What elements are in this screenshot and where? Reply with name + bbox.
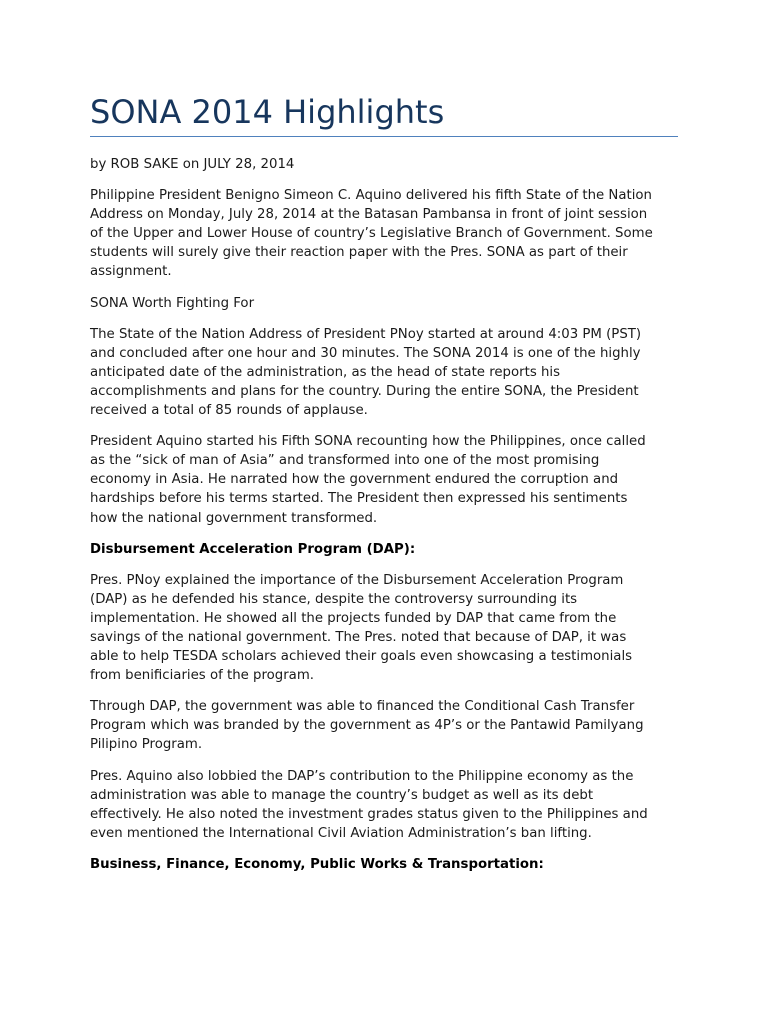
text-line: hardships before his terms started. The President then expressed his sentiments	[90, 491, 628, 507]
text-line: assignment.	[90, 264, 172, 280]
text-line: effectively. He also noted the investment grades status given to the Philippines and	[90, 806, 648, 822]
text-line: administration was able to manage the country’s budget as well as its debt	[90, 787, 594, 803]
text-line: The State of the Nation Address of President PNoy started at around 4:03 PM (PST)	[90, 326, 642, 342]
text-line: students will surely give their reaction paper with the Pres. SONA as part of their	[90, 245, 628, 261]
text-line: Through DAP, the government was able to financed the Conditional Cash Transfer	[90, 699, 635, 715]
paragraph-recounting	[90, 432, 680, 527]
text-line: Address on Monday, July 28, 2014 at the Batasan Pambansa in front of joint session	[90, 207, 648, 223]
document-title: SONA 2014 Highlights	[90, 93, 445, 131]
text-line: Program which was branded by the government as 4P’s or the Pantawid Pamilyang	[90, 718, 644, 734]
text-line: even mentioned the International Civil Aviation Administration’s ban lifting.	[90, 825, 592, 841]
text-line: Pres. PNoy explained the importance of the Disbursement Acceleration Program	[90, 572, 624, 588]
text-line: anticipated date of the administration, as the head of state reports his	[90, 364, 561, 380]
text-line: Pilipino Program.	[90, 737, 203, 753]
text-line: as the “sick of man of Asia” and transformed into one of the most promising	[90, 453, 600, 469]
paragraph-start-time	[90, 325, 680, 420]
byline: by ROB SAKE on JULY 28, 2014	[90, 157, 295, 172]
text-line: (DAP) as he defended his stance, despite the controversy surrounding its	[90, 591, 578, 607]
text-line: economy in Asia. He narrated how the government endured the corruption and	[90, 472, 619, 488]
subheading: SONA Worth Fighting For	[90, 295, 255, 311]
text-line: President Aquino started his Fifth SONA recounting how the Philippines, once called	[90, 434, 646, 450]
paragraph-dap-importance	[90, 571, 680, 686]
heading-dap: Disbursement Acceleration Program (DAP):	[90, 541, 416, 557]
intro-paragraph	[90, 186, 680, 281]
text-line: savings of the national government. The Pres. noted that because of DAP, it was	[90, 629, 627, 645]
text-line: from benificiaries of the program.	[90, 668, 315, 684]
text-line: able to help TESDA scholars achieved their goals even showcasing a testimonials	[90, 649, 633, 665]
heading-business: Business, Finance, Economy, Public Works & Transportation:	[90, 856, 544, 872]
document-body	[90, 155, 680, 886]
text-line: how the national government transformed.	[90, 510, 378, 526]
text-line: and concluded after one hour and 30 minutes. The SONA 2014 is one of the highly	[90, 345, 641, 361]
paragraph-dap-cct	[90, 697, 680, 754]
text-line: Pres. Aquino also lobbied the DAP’s contribution to the Philippine economy as the	[90, 768, 634, 784]
title-underline	[90, 136, 678, 137]
text-line: received a total of 85 rounds of applause.	[90, 403, 368, 419]
paragraph-dap-economy	[90, 767, 680, 843]
text-line: accomplishments and plans for the country. During the entire SONA, the President	[90, 383, 639, 399]
text-line: of the Upper and Lower House of country’s Legislative Branch of Government. Some	[90, 226, 653, 242]
text-line: Philippine President Benigno Simeon C. Aquino delivered his fifth State of the Nation	[90, 188, 652, 204]
text-line: implementation. He showed all the projects funded by DAP that came from the	[90, 610, 617, 626]
